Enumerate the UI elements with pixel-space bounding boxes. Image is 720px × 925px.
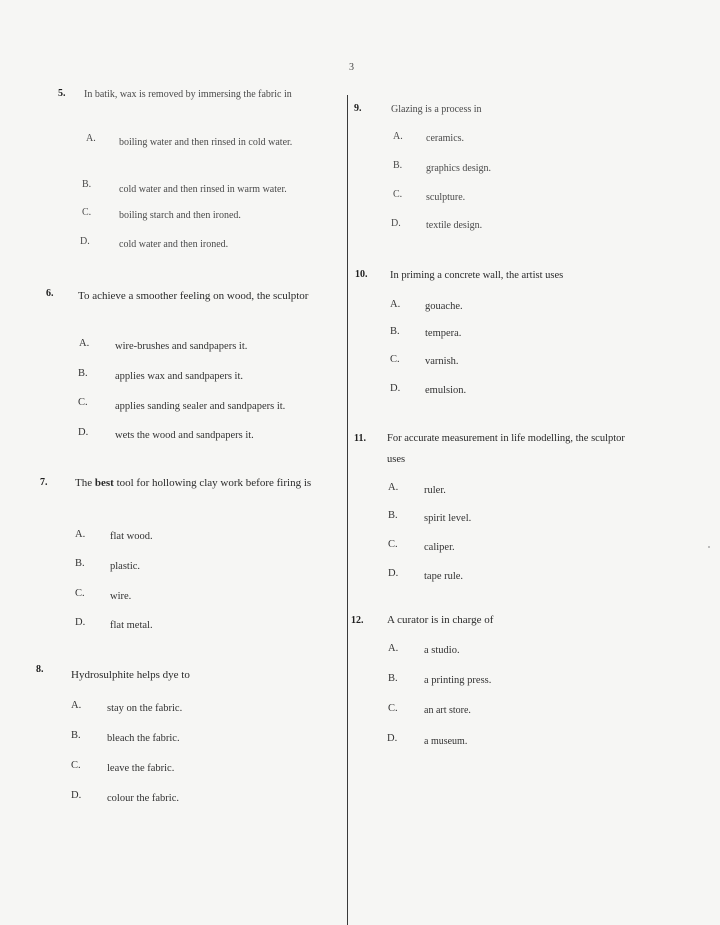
stem-emphasis: best — [94, 477, 114, 489]
option-letter: A. — [79, 338, 90, 349]
option-text[interactable]: an art store. — [424, 705, 471, 716]
question-stem — [75, 473, 335, 494]
option-letter: A. — [75, 529, 86, 540]
option-text[interactable]: caliper. — [424, 542, 455, 553]
question-number: 12. — [351, 615, 364, 626]
question-number: 7. — [40, 477, 48, 488]
option-letter: C. — [82, 207, 92, 218]
option-text[interactable]: wets the wood and sandpapers it. — [115, 430, 254, 441]
stem-text: The — [75, 477, 93, 489]
option-text[interactable]: boiling starch and then ironed. — [119, 210, 241, 221]
option-letter: D. — [391, 218, 401, 229]
option-letter: D. — [75, 617, 86, 628]
option-letter: D. — [390, 383, 401, 394]
option-letter: C. — [393, 189, 403, 200]
option-text[interactable]: varnish. — [425, 356, 459, 367]
option-text[interactable]: plastic. — [110, 561, 141, 572]
option-text[interactable]: stay on the fabric. — [107, 703, 183, 714]
question-number: 5. — [58, 88, 66, 99]
option-letter: D. — [78, 427, 89, 438]
option-text[interactable]: applies wax and sandpapers it. — [115, 371, 244, 382]
option-text[interactable]: a museum. — [424, 736, 468, 747]
option-letter: B. — [78, 368, 88, 379]
option-letter: C. — [388, 703, 398, 714]
option-letter: D. — [387, 733, 398, 744]
option-text[interactable]: wire-brushes and sandpapers it. — [115, 341, 248, 352]
option-text[interactable]: a printing press. — [424, 675, 492, 686]
option-letter: C. — [390, 354, 400, 365]
option-text[interactable]: cold water and then rinsed in warm water. — [119, 184, 287, 195]
option-letter: C. — [388, 539, 398, 550]
option-text[interactable]: textile design. — [426, 220, 483, 231]
option-letter: A. — [71, 700, 82, 711]
question-number: 10. — [355, 269, 368, 280]
option-letter: A. — [388, 482, 399, 493]
option-letter: A. — [86, 133, 96, 144]
option-letter: A. — [393, 131, 403, 142]
question-stem: A curator is in charge of — [387, 614, 494, 626]
column-divider — [347, 95, 348, 925]
option-letter: C. — [75, 588, 85, 599]
question-number: 11. — [354, 433, 366, 444]
option-text[interactable]: ruler. — [424, 485, 446, 496]
option-text[interactable]: boiling water and then rinsed in cold water. — [119, 137, 293, 148]
question-stem: To achieve a smoother feeling on wood, the sculptor — [78, 290, 309, 302]
option-text[interactable]: graphics design. — [426, 163, 491, 174]
option-letter: B. — [71, 730, 81, 741]
stem-text: tool for hollowing clay work before firing is — [116, 477, 312, 489]
option-letter: B. — [388, 510, 398, 521]
question-stem: For accurate measurement in life modelling, the sculptor uses — [387, 433, 625, 465]
option-letter: B. — [390, 326, 400, 337]
option-text[interactable]: flat wood. — [110, 531, 153, 542]
option-text[interactable]: a studio. — [424, 645, 460, 656]
option-text[interactable]: spirit level. — [424, 513, 472, 524]
option-text[interactable]: bleach the fabric. — [107, 733, 180, 744]
option-letter: C. — [78, 397, 88, 408]
option-letter: C. — [71, 760, 81, 771]
option-letter: D. — [388, 568, 399, 579]
option-text[interactable]: cold water and then ironed. — [119, 239, 229, 250]
option-text[interactable]: tape rule. — [424, 571, 464, 582]
option-text[interactable]: applies sanding sealer and sandpapers it. — [115, 401, 286, 412]
page-number: 3 — [349, 62, 354, 73]
question-number: 9. — [354, 103, 362, 114]
option-letter: B. — [388, 673, 398, 684]
question-stem: Hydrosulphite helps dye to — [71, 669, 190, 681]
question-number: 6. — [46, 288, 54, 299]
option-text[interactable]: colour the fabric. — [107, 793, 180, 804]
question-number: 8. — [36, 664, 44, 675]
option-text[interactable]: ceramics. — [426, 133, 465, 144]
option-text[interactable]: wire. — [110, 591, 132, 602]
option-letter: B. — [393, 160, 403, 171]
option-text[interactable]: emulsion. — [425, 385, 467, 396]
option-letter: A. — [390, 299, 401, 310]
option-text[interactable]: gouache. — [425, 301, 463, 312]
option-letter: D. — [71, 790, 82, 801]
option-letter: B. — [75, 558, 85, 569]
option-text[interactable]: tempera. — [425, 328, 462, 339]
option-letter: B. — [82, 179, 92, 190]
question-stem: In priming a concrete wall, the artist uses — [390, 270, 564, 281]
option-letter: A. — [388, 643, 399, 654]
option-text[interactable]: leave the fabric. — [107, 763, 175, 774]
scan-speck — [708, 546, 710, 548]
question-stem: Glazing is a process in — [391, 104, 482, 115]
question-stem: In batik, wax is removed by immersing the fabric in — [84, 89, 292, 100]
option-text[interactable]: flat metal. — [110, 620, 153, 631]
option-letter: D. — [80, 236, 90, 247]
option-text[interactable]: sculpture. — [426, 192, 466, 203]
